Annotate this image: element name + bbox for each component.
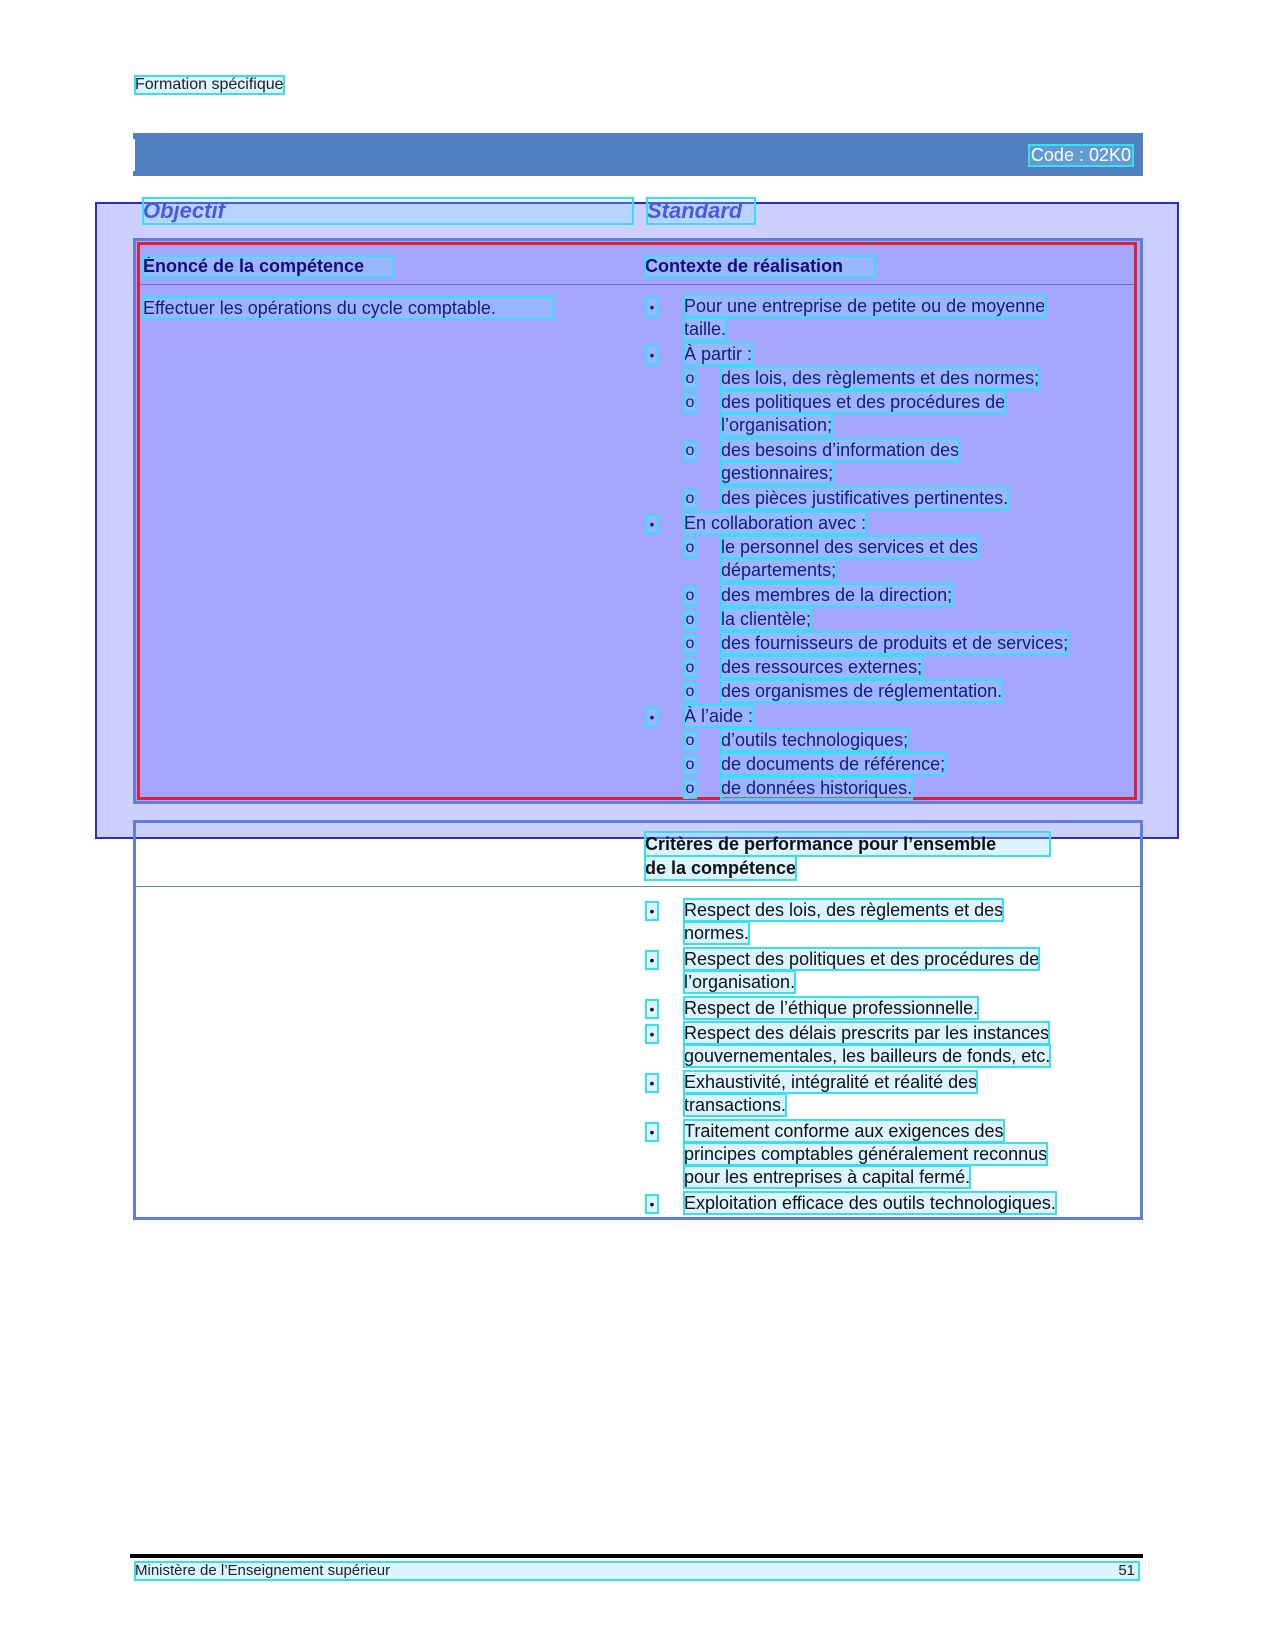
bullet: • [646,1000,658,1018]
context-line: des lois, des règlements et des normes; [721,368,1040,388]
footer-rule [130,1554,1143,1558]
bullet: • [646,902,658,920]
bullet: • [646,951,658,969]
criteria-line: l’organisation. [684,972,796,992]
context-line: En collaboration avec : [684,513,867,533]
bullet: • [646,1074,658,1092]
sub-bullet: o [685,780,695,797]
contexte-header: Contexte de réalisation [645,256,875,277]
sub-bullet: o [685,370,695,387]
sub-bullet: o [685,587,695,604]
context-line: des membres de la direction; [721,585,953,605]
bullet: • [646,708,658,726]
criteria-line: Respect de l’éthique professionnelle. [684,998,979,1018]
footer-bar [135,1562,1139,1580]
sub-bullet: o [685,732,695,749]
criteria-line: Respect des politiques et des procédures de [684,949,1040,969]
criteria-line: gouvernementales, les bailleurs de fonds, etc. [684,1046,1051,1066]
context-line: de documents de référence; [721,754,946,774]
criteria-line: Exploitation efficace des outils technologiques. [684,1193,1056,1213]
enonce-text: Effectuer les opérations du cycle comptable. [143,297,553,319]
criteria-line: pour les entreprises à capital fermé. [684,1167,971,1187]
context-line: la clientèle; [721,609,812,629]
context-line: taille. [684,319,727,339]
context-line: des fournisseurs de produits et de services; [721,633,1069,653]
footer-ministry: Ministère de l’Enseignement supérieur [135,1562,391,1579]
context-line: l’organisation; [721,415,833,435]
context-line: des besoins d’information des [721,440,960,460]
bullet: • [646,1195,658,1213]
sub-bullet: o [685,394,695,411]
bullet: • [646,1123,658,1141]
criteria-header-line: de la compétence [645,858,797,878]
criteria-line: Respect des délais prescrits par les instances [684,1023,1050,1043]
criteria-header [645,832,1050,880]
context-line: À partir : [684,344,753,364]
table-header-divider [140,284,1134,285]
context-line: des organismes de réglementation. [721,681,1003,701]
context-line: des politiques et des procédures de [721,392,1006,412]
criteria-line: transactions. [684,1095,787,1115]
context-line: des pièces justificatives pertinentes. [721,488,1009,508]
sub-bullet: o [685,611,695,628]
sub-bullet: o [685,490,695,507]
page-number: 51 [1118,1562,1135,1579]
enonce-header: Énoncé de la compétence [143,256,393,277]
context-line: de données historiques. [721,778,913,798]
standard-heading: Standard [647,198,755,224]
sub-bullet: o [685,659,695,676]
bullet: • [646,298,658,316]
competence-table-outline [137,242,1137,800]
context-line: Pour une entreprise de petite ou de moyenne [684,296,1046,316]
bullet: • [646,346,658,364]
sub-bullet: o [685,442,695,459]
context-line: À l’aide : [684,706,754,726]
criteria-header-line: Critères de performance pour l’ensemble [645,832,1050,856]
context-line: d’outils technologiques; [721,730,909,750]
criteria-line: Traitement conforme aux exigences des [684,1121,1004,1141]
sub-bullet: o [685,635,695,652]
context-line: le personnel des services et des [721,537,979,557]
code-bar-tick [133,139,135,171]
sub-bullet: o [685,539,695,556]
code-bar [133,133,1143,176]
sub-bullet: o [685,683,695,700]
sub-bullet: o [685,756,695,773]
criteria-line: Exhaustivité, intégralité et réalité des [684,1072,978,1092]
bullet: • [646,1025,658,1043]
criteria-line: principes comptables généralement reconnus [684,1144,1048,1164]
page-header: Formation spécifique [135,76,284,93]
code-label: Code : 02K0 [1030,145,1131,165]
context-line: départements; [721,560,837,580]
context-line: des ressources externes; [721,657,923,677]
context-line: gestionnaires; [721,463,834,483]
criteria-line: normes. [684,923,750,943]
criteria-line: Respect des lois, des règlements et des [684,900,1004,920]
criteria-header-divider [136,886,1140,887]
bullet: • [646,515,658,533]
objectif-heading: Objectif [143,198,633,224]
